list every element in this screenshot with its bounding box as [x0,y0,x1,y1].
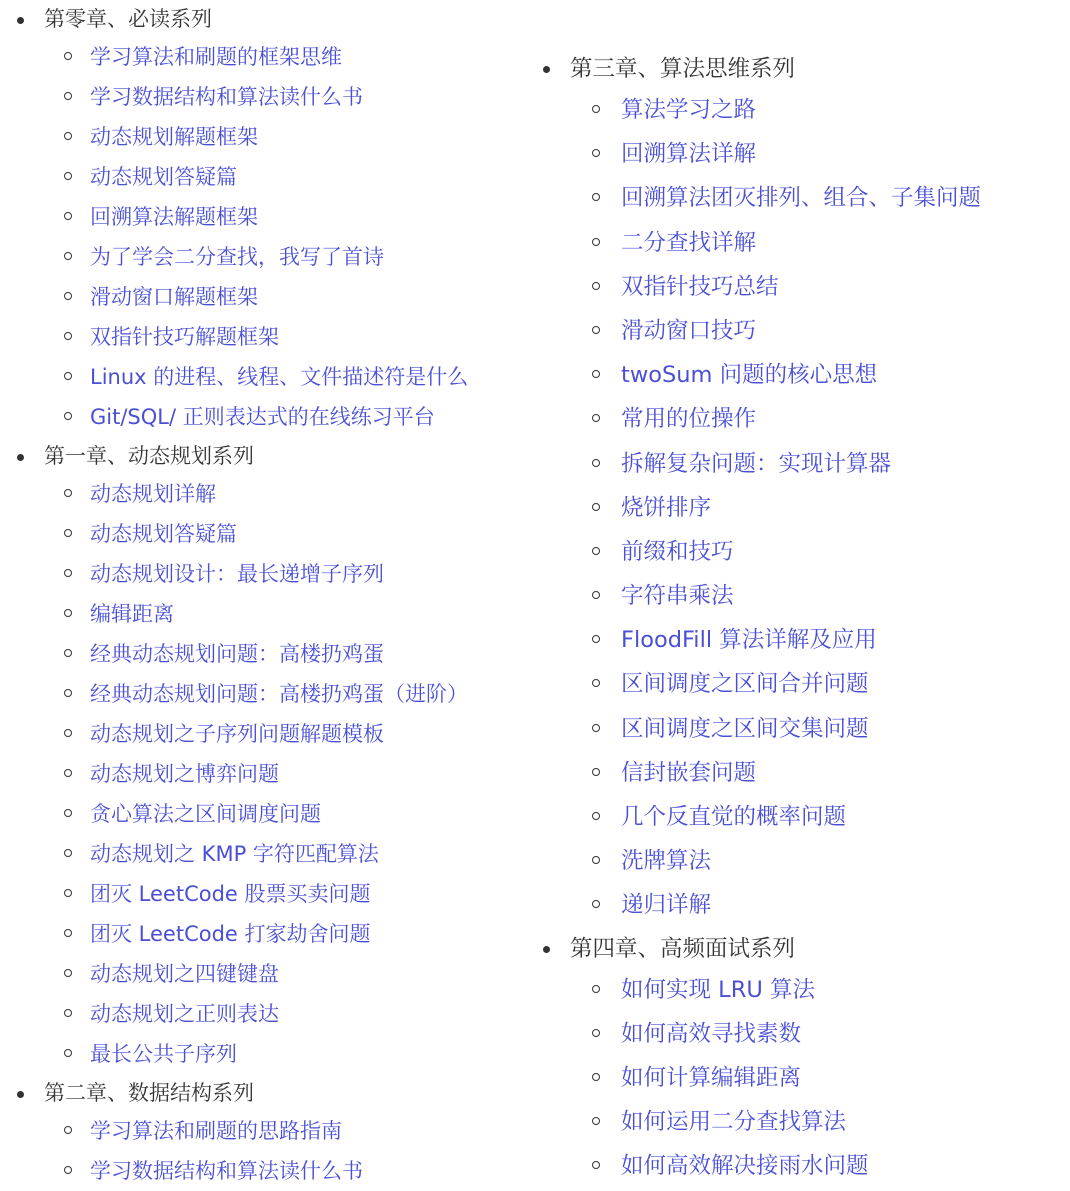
article-link[interactable]: 递归详解 [621,892,712,919]
list-item [0,674,530,714]
chapter-item-list [0,37,530,437]
chapter-1 [0,439,530,1074]
list-item [0,397,530,437]
article-link[interactable]: 动态规划设计：最长递增子序列 [90,562,384,586]
chapter-item-list [530,968,1070,1189]
article-link[interactable]: 经典动态规划问题：高楼扔鸡蛋（进阶） [90,682,468,706]
article-link[interactable]: 算法学习之路 [621,97,757,123]
article-link[interactable]: FloodFill 算法详解及应用 [621,627,877,654]
chapter-title: 第二章、数据结构系列 [0,1076,530,1111]
article-link[interactable]: 团灭 LeetCode 打家劫舍问题 [90,922,371,946]
article-link[interactable]: 回溯算法团灭排列、组合、子集问题 [621,185,982,212]
list-item [0,554,530,594]
article-link[interactable]: 前缀和技巧 [621,538,734,565]
list-item [530,176,1070,220]
article-link[interactable]: 如何高效解决接雨水问题 [621,1153,869,1180]
list-item [530,883,1070,927]
article-link[interactable]: 动态规划答疑篇 [90,165,237,189]
list-item [530,795,1070,839]
list-item [0,77,530,117]
article-link[interactable]: 区间调度之区间合并问题 [621,671,869,698]
list-item [0,474,530,514]
article-link[interactable]: 学习算法和刷题的思路指南 [90,1119,342,1143]
chapter-4 [530,930,1070,1189]
article-link[interactable]: 如何计算编辑距离 [621,1064,802,1091]
chapter-title: 第四章、高频面试系列 [530,930,1070,968]
list-item [0,37,530,77]
article-link[interactable]: Git/SQL/ 正则表达式的在线练习平台 [90,405,435,429]
article-link[interactable]: 几个反直觉的概率问题 [621,804,847,830]
chapter-title: 第一章、动态规划系列 [0,439,530,474]
chapter-title: 第三章、算法思维系列 [530,50,1070,88]
article-link[interactable]: 拆解复杂问题：实现计算器 [621,450,892,477]
list-item [0,317,530,357]
chapter-item-list [530,88,1070,928]
list-item [530,707,1070,751]
article-link[interactable]: 动态规划之博弈问题 [90,762,279,786]
list-item [0,714,530,754]
chapter-2 [0,1076,530,1191]
article-link[interactable]: 双指针技巧总结 [621,273,779,300]
article-link[interactable]: 洗牌算法 [621,848,712,875]
list-item [0,197,530,237]
article-link[interactable]: 常用的位操作 [621,406,757,433]
chapter-title: 第零章、必读系列 [0,2,530,37]
article-link[interactable]: 滑动窗口技巧 [621,317,757,344]
article-link[interactable]: 动态规划之 KMP 字符匹配算法 [90,842,379,866]
list-item [530,530,1070,574]
list-item [530,1144,1070,1188]
list-item [530,442,1070,486]
chapter-0 [0,2,530,437]
article-link[interactable]: 字符串乘法 [621,583,734,610]
list-item [0,594,530,634]
list-item [0,1034,530,1074]
article-link[interactable]: 学习数据结构和算法读什么书 [90,1159,363,1183]
article-link[interactable]: 编辑距离 [90,602,174,626]
article-link[interactable]: Linux 的进程、线程、文件描述符是什么 [90,365,469,389]
article-link[interactable]: 烧饼排序 [621,494,712,521]
article-link[interactable]: 学习算法和刷题的框架思维 [90,45,342,69]
list-item [530,1012,1070,1056]
right-column [530,48,1070,1189]
article-link[interactable]: 动态规划之正则表达 [90,1002,279,1026]
list-item [0,514,530,554]
list-item [530,839,1070,883]
article-link[interactable]: 贪心算法之区间调度问题 [90,802,321,826]
list-item [0,754,530,794]
article-link[interactable]: 如何高效寻找素数 [621,1020,802,1047]
chapter-item-list [0,474,530,1074]
article-link[interactable]: 如何运用二分查找算法 [621,1109,847,1136]
article-link[interactable]: 动态规划详解 [90,482,216,506]
chapter-item-list [0,1111,530,1191]
chapter-3 [530,50,1070,928]
list-item [0,157,530,197]
list-item [530,265,1070,309]
list-item [530,486,1070,530]
list-item [0,834,530,874]
article-link[interactable]: 最长公共子序列 [90,1042,237,1066]
left-chapter-list [0,2,530,1191]
list-item [530,397,1070,441]
article-link[interactable]: 区间调度之区间交集问题 [621,715,869,742]
article-link[interactable]: 为了学会二分查找，我写了首诗 [90,245,384,269]
list-item [0,994,530,1034]
list-item [530,618,1070,662]
list-item [0,1111,530,1151]
article-link[interactable]: 动态规划之四键键盘 [90,962,279,986]
list-item [530,662,1070,706]
article-link[interactable]: 二分查找详解 [621,229,757,256]
list-item [530,1056,1070,1100]
list-item [530,751,1070,795]
article-link[interactable]: 如何实现 LRU 算法 [621,976,815,1003]
article-link[interactable]: 双指针技巧解题框架 [90,325,279,349]
article-link[interactable]: 经典动态规划问题：高楼扔鸡蛋 [90,642,384,666]
list-item [0,237,530,277]
article-link[interactable]: 动态规划之子序列问题解题模板 [90,722,384,746]
left-column [0,0,530,1191]
list-item [530,221,1070,265]
list-item [0,634,530,674]
article-link[interactable]: 动态规划答疑篇 [90,522,237,546]
list-item [0,874,530,914]
article-link[interactable]: 团灭 LeetCode 股票买卖问题 [90,882,371,906]
list-item [0,954,530,994]
list-item [0,117,530,157]
list-item [0,277,530,317]
list-item [530,968,1070,1012]
article-link[interactable]: 滑动窗口解题框架 [90,285,258,309]
article-link[interactable]: 动态规划解题框架 [90,125,258,149]
article-link[interactable]: 回溯算法详解 [621,141,757,168]
list-item [530,309,1070,353]
list-item [0,794,530,834]
list-item [530,88,1070,132]
list-item [0,914,530,954]
list-item [0,357,530,397]
article-link[interactable]: 信封嵌套问题 [621,759,757,786]
article-link[interactable]: twoSum 问题的核心思想 [621,362,878,389]
list-item [530,132,1070,176]
article-link[interactable]: 学习数据结构和算法读什么书 [90,85,363,109]
list-item [530,574,1070,618]
list-item [530,353,1070,397]
article-link[interactable]: 回溯算法解题框架 [90,205,258,229]
list-item [530,1100,1070,1144]
list-item [0,1151,530,1191]
right-chapter-list [530,50,1070,1189]
